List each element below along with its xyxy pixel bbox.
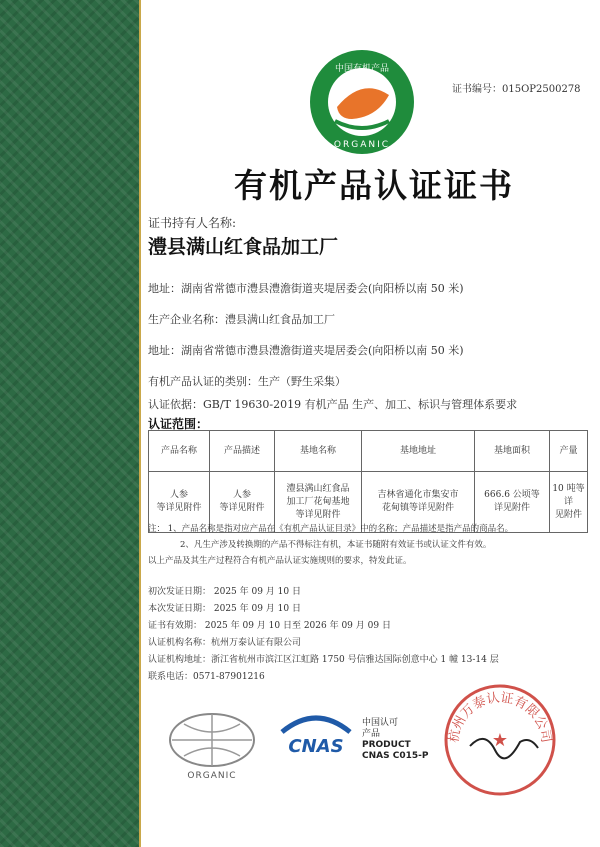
issuer-name: 认证机构名称：杭州万泰认证有限公司	[148, 638, 302, 648]
producer-name: 生产企业名称：澧县满山红食品加工厂	[148, 313, 335, 326]
accreditation-mark-text	[362, 718, 428, 762]
svg-text:★: ★	[491, 730, 509, 751]
holder-address: 地址：湖南省常德市澧县澧澹街道夹堤居委会(向阳桥以南 50 米)	[148, 282, 464, 295]
scope-header-cell: 基地面积	[475, 431, 550, 472]
mark-en-line: PRODUCT	[362, 740, 411, 750]
note-3: 以上产品及其生产过程符合有机产品认证实施规则的要求，特发此证。	[148, 556, 412, 566]
scope-header-cell: 产品描述	[210, 431, 275, 472]
company-stamp-icon	[440, 680, 560, 800]
cnas-logo-icon	[276, 710, 356, 765]
china-organic-logo-icon	[297, 47, 427, 157]
scope-cell: 人参 等详见附件	[149, 472, 210, 533]
this-issue-date: 本次发证日期： 2025 年 09 月 10 日	[148, 604, 301, 614]
note-2: 2、凡生产涉及转换期的产品不得标注有机，本证书随附有效证书或认证文件有效。	[180, 540, 492, 550]
scope-header-cell: 基地名称	[275, 431, 362, 472]
page-title: 有机产品认证证书	[234, 166, 514, 205]
mark-cn-line: 中国认可	[362, 718, 399, 728]
stamp-text: 杭州万泰认证有限公司	[446, 690, 554, 744]
scope-header-cell: 产品名称	[149, 431, 210, 472]
validity-period: 证书有效期： 2025 年 09 月 10 日至 2026 年 09 月 09 日	[148, 621, 391, 631]
holder-label: 证书持有人名称:	[148, 216, 237, 230]
certification-basis: 认证依据：GB/T 19630-2019 有机产品 生产、加工、标识与管理体系要求	[148, 398, 518, 411]
scope-label: 认证范围：	[148, 417, 209, 431]
cnas-text: CNAS	[288, 736, 344, 757]
logo-top-text: 中国有机产品	[334, 64, 390, 74]
organic-globe-logo-icon	[162, 710, 262, 782]
certification-category: 有机产品认证的类别：生产（野生采集）	[148, 375, 346, 388]
scope-header-cell: 产量	[550, 431, 588, 472]
note-1: 注： 1、产品名称是指对应产品在《有机产品认证目录》中的名称；产品描述是指产品的商品名。	[148, 524, 514, 534]
mark-en-line: CNAS C015-P	[362, 751, 429, 761]
scope-table	[148, 430, 588, 533]
decorative-sidebar	[0, 0, 139, 847]
scope-cell: 澧县满山红食品 加工厂花甸基地 等详见附件	[275, 472, 362, 533]
scope-cell: 吉林省通化市集安市 花甸镇等详见附件	[362, 472, 475, 533]
scope-cell: 人参 等详见附件	[210, 472, 275, 533]
issuer-address: 认证机构地址：浙江省杭州市滨江区江虹路 1750 号信雅达国际创意中心 1 幢 13-14 层	[148, 655, 499, 665]
scope-header-cell: 基地地址	[362, 431, 475, 472]
issuer-phone: 联系电话：0571-87901216	[148, 672, 265, 682]
organic-logo-text: ORGANIC	[187, 771, 237, 781]
logo-bottom-text: ORGANIC	[333, 140, 391, 150]
mark-cn-line: 产品	[362, 729, 381, 739]
scope-cell: 10 吨等详 见附件	[550, 472, 588, 533]
producer-address: 地址：湖南省常德市澧县澧澹街道夹堤居委会(向阳桥以南 50 米)	[148, 344, 464, 357]
first-issue-date: 初次发证日期： 2025 年 09 月 10 日	[148, 587, 301, 597]
holder-name: 澧县满山红食品加工厂	[148, 236, 339, 258]
certificate-number: 证书编号：015OP2500278	[452, 84, 581, 95]
scope-cell: 666.6 公顷等 详见附件	[475, 472, 550, 533]
sidebar-border	[139, 0, 141, 847]
